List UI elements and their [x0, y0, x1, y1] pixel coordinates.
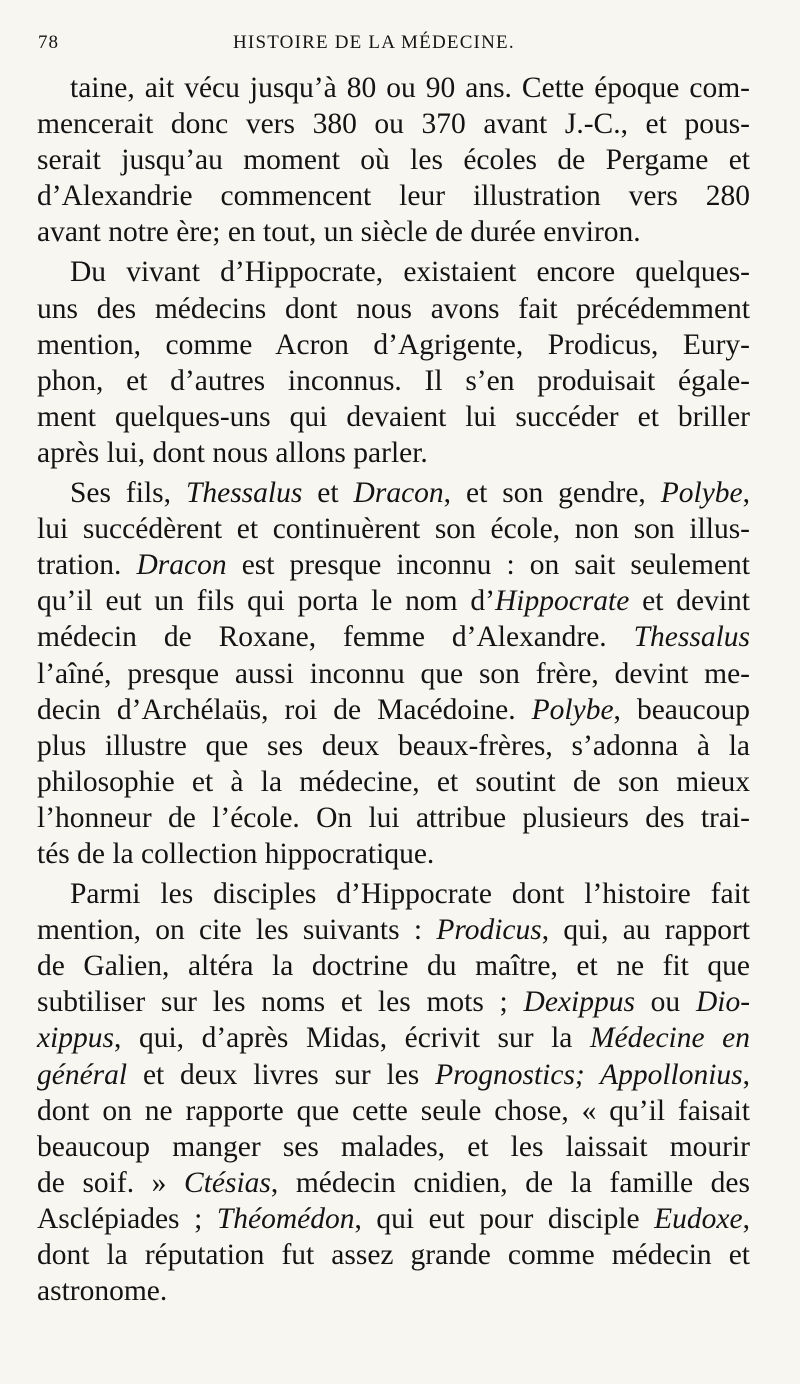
italic-term: Prognostics; Appollonius — [435, 1058, 743, 1091]
paragraph — [37, 254, 750, 471]
text-run: , médecin cnidien, de la famille des — [270, 1166, 750, 1199]
text-run: Parmi les disciples d’Hippocrate dont l’histoire fait — [70, 878, 750, 911]
text-line — [37, 948, 750, 984]
italic-term: Dracon — [353, 477, 444, 510]
text-line — [37, 583, 750, 619]
italic-term: Dracon — [136, 549, 227, 582]
paragraph — [37, 70, 750, 250]
text-run: phon, et d’autres inconnus. Il s’en produisait égale- — [37, 364, 750, 397]
italic-term: Dio- — [695, 986, 751, 1019]
text-line — [37, 475, 750, 511]
text-run: l’honneur de l’école. On lui attribue plusieurs des trai- — [37, 801, 750, 834]
text-line — [37, 1237, 750, 1273]
text-line — [37, 1201, 750, 1237]
text-run: l’aîné, presque aussi inconnu que son frère, devint me- — [37, 657, 750, 690]
text-run: ou — [634, 986, 696, 1019]
text-line — [37, 1129, 750, 1165]
text-run: , — [742, 1058, 751, 1091]
text-run: ment quelques-uns qui devaient lui succéder et briller — [37, 400, 750, 433]
text-run: Du vivant d’Hippocrate, existaient encore quelques- — [70, 256, 750, 289]
text-line — [37, 1273, 750, 1309]
text-run: mencerait donc vers 380 ou 370 avant J.-C., et pous- — [37, 108, 750, 141]
text-line — [37, 800, 750, 836]
text-line — [37, 363, 750, 399]
text-line — [37, 1093, 750, 1129]
text-run: tés de la collection hippocratique. — [37, 837, 435, 870]
italic-term: général — [37, 1058, 128, 1091]
text-line — [37, 106, 750, 142]
text-line — [37, 728, 750, 764]
italic-term: xippus — [37, 1022, 115, 1055]
text-run: qu’il eut un fils qui porta le nom d’ — [37, 585, 495, 618]
text-line — [37, 399, 750, 435]
italic-term: Ctésias — [184, 1166, 271, 1199]
text-run: plus illustre que ses deux beaux-frères, s’adonna à la — [37, 729, 750, 762]
running-title: HISTOIRE DE LA MÉDECINE. — [233, 32, 515, 53]
text-run: avant notre ère; en tout, un siècle de durée environ. — [37, 216, 641, 249]
text-run: d’Alexandrie commencent leur illustration vers 280 — [37, 180, 750, 213]
text-run: uns des médecins dont nous avons fait précédemment — [37, 292, 750, 325]
italic-term: Thessalus — [185, 477, 303, 510]
text-line — [37, 692, 750, 728]
text-run: mention, on cite les suivants : — [37, 914, 437, 947]
text-run: Ses fils, — [70, 477, 186, 510]
text-line — [37, 142, 750, 178]
text-line — [37, 435, 750, 471]
paragraph — [37, 876, 750, 1309]
text-line — [37, 327, 750, 363]
text-run: de soif. » — [37, 1166, 185, 1199]
text-run: subtiliser sur les noms et les mots ; — [37, 986, 524, 1019]
italic-term: Dexippus — [523, 986, 635, 1019]
text-run: dont la réputation fut assez grande comme médecin et — [37, 1239, 750, 1271]
text-run: , et son gendre, — [443, 477, 661, 510]
italic-term: Polybe — [660, 477, 743, 510]
text-run: , qui, d’après Midas, écrivit sur la — [114, 1022, 590, 1055]
text-run: est presque inconnu : on sait seulement — [226, 549, 750, 582]
italic-term: Prodicus — [436, 914, 542, 947]
text-run: decin d’Archélaüs, roi de Macédoine. — [37, 693, 532, 726]
running-head — [38, 32, 755, 56]
text-run: après lui, dont nous allons parler. — [37, 436, 428, 469]
paragraph — [37, 475, 750, 872]
text-line — [37, 291, 750, 327]
text-line — [37, 764, 750, 800]
text-run: mention, comme Acron d’Agrigente, Prodicus, Eury- — [37, 328, 750, 361]
italic-term: Théomédon — [216, 1202, 355, 1235]
text-line — [37, 254, 750, 290]
italic-term: Hippocrate — [494, 585, 630, 618]
text-run: , qui, au rapport — [541, 914, 750, 947]
text-line — [37, 547, 750, 583]
text-run: médecin de Roxane, femme d’Alexandre. — [37, 621, 634, 654]
text-line — [37, 619, 750, 655]
text-line — [37, 1020, 750, 1056]
text-run: lui succédèrent et continuèrent son école, non son illus- — [37, 513, 750, 546]
italic-term: Polybe — [531, 693, 614, 726]
text-run: taine, ait vécu jusqu’à 80 ou 90 ans. Cette époque com- — [70, 72, 750, 104]
text-run: dont on ne rapporte que cette seule chose, « qu’il faisait — [37, 1094, 750, 1127]
text-run: serait jusqu’au moment où les écoles de Pergame et — [37, 144, 750, 177]
text-line — [37, 656, 750, 692]
text-line — [37, 876, 750, 912]
text-run: tration. — [37, 549, 137, 582]
text-run: de Galien, altéra la doctrine du maître, et ne fit que — [37, 950, 750, 983]
text-line — [37, 214, 750, 250]
text-run: philosophie et à la médecine, et soutint de son mieux — [37, 765, 750, 798]
text-run: astronome. — [37, 1275, 168, 1308]
text-run: et — [302, 477, 354, 510]
body-text — [37, 70, 750, 1309]
text-run: , — [742, 1202, 750, 1235]
text-run: , qui eut pour disciple — [354, 1202, 655, 1235]
text-line — [37, 984, 750, 1020]
text-line — [37, 70, 750, 106]
italic-term: Eudoxe — [654, 1202, 743, 1235]
text-run: Asclépiades ; — [37, 1202, 217, 1235]
page-number: 78 — [38, 32, 59, 53]
italic-term: Médecine en — [589, 1022, 750, 1055]
text-run: et devint — [629, 585, 750, 618]
italic-term: Thessalus — [633, 621, 750, 654]
text-line — [37, 836, 750, 872]
text-line — [37, 1057, 750, 1093]
text-run: beaucoup manger ses malades, et les laissait mourir — [37, 1130, 750, 1163]
text-run: , beaucoup — [613, 693, 750, 726]
text-line — [37, 511, 750, 547]
text-run: , — [742, 477, 751, 510]
text-line — [37, 1165, 750, 1201]
text-line — [37, 178, 750, 214]
text-run: et deux livres sur les — [127, 1058, 436, 1091]
text-line — [37, 912, 750, 948]
